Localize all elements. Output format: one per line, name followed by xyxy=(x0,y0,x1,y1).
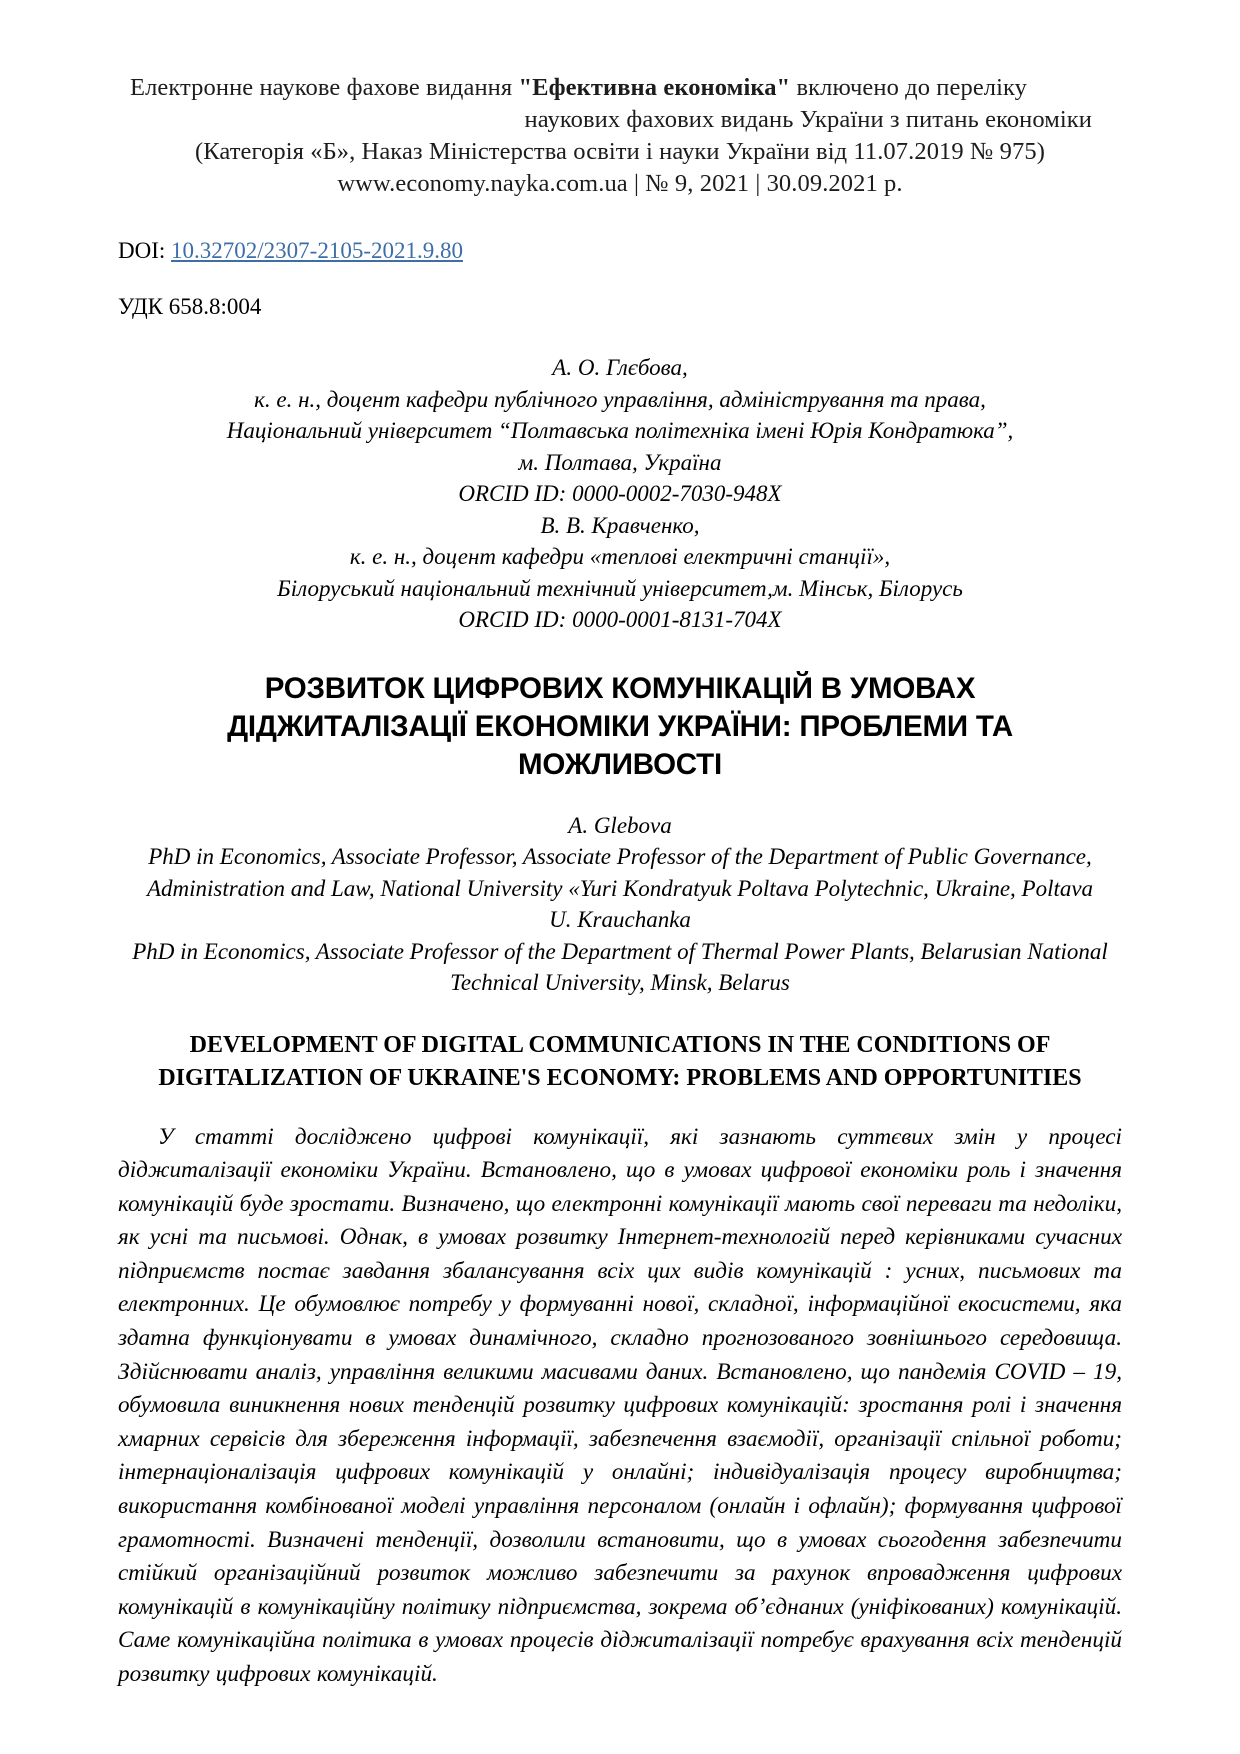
journal-name: "Ефективна економіка" xyxy=(518,74,791,101)
doi-label: DOI: xyxy=(118,238,172,263)
authors-block-ukrainian xyxy=(118,352,1122,636)
author-en-affiliation-2: PhD in Economics, Associate Professor of the Department of Thermal Power Plants, Belarusian National Technical University, Minsk, Belarus xyxy=(132,938,1108,995)
article-title-ukrainian: РОЗВИТОК ЦИФРОВИХ КОМУНІКАЦІЙ В УМОВАХ ДІДЖИТАЛІЗАЦІЇ ЕКОНОМІКИ УКРАЇНИ: ПРОБЛЕМИ ТА МОЖЛИВОСТІ xyxy=(227,671,1013,781)
author-en-name-1: A. Glebova xyxy=(568,812,672,838)
masthead-line-4: www.economy.nayka.com.ua | № 9, 2021 | 30.09.2021 р. xyxy=(337,170,903,197)
masthead-line-1-prefix: Електронне наукове фахове видання xyxy=(130,74,519,101)
author-uk-city-1: м. Полтава, Україна xyxy=(518,449,722,475)
masthead-line-1 xyxy=(118,72,1122,104)
author-uk-affiliation-1b: Національний університет “Полтавська політехніка імені Юрія Кондратюка”, xyxy=(226,418,1014,443)
author-uk-orcid-2: ORCID ID: 0000-0001-8131-704X xyxy=(458,607,782,632)
journal-masthead xyxy=(118,0,1122,200)
doi-line xyxy=(118,236,1122,266)
abstract-ukrainian: У статті досліджено цифрові комунікації, які зазнають суттєвих змін у процесі діджиталізації економіки України. Встановлено, що в умовах цифрової економіки роль і значення комунікацій буде зростати. Визначено, що електронні комунікації мають свої переваги та недоліки, як усні та письмові. Однак, в умовах розвитку Інтернет-технологій перед керівниками сучасних підприємств постає завдання збалансування всіх цих видів комунікацій : усних, письмових та електронних. Це обумовлює потребу у формуванні нової, складної, інформаційної екосистеми, яка здатна функціонувати в умовах динамічного, складно прогнозованого зовнішнього середовища. Здійснювати аналіз, управління великими масивами даних. Встановлено, що пандемія COVID – 19, обумовила виникнення нових тенденцій розвитку цифрових комунікацій: зростання ролі і значення хмарних сервісів для збереження інформації, забезпечення взаємодії, організації спільної роботи; інтернаціоналізація цифрових комунікацій у онлайні; індивідуалізація процесу виробництва; використання комбінованої моделі управління персоналом (онлайн і офлайн); формування цифрової грамотності. Визначені тенденції, дозволили встановити, що в умовах сьогодення забезпечити стійкий організаційний розвиток можливо забезпечити за рахунок впровадження цифрових комунікацій в комунікаційну політику підприємства, зокрема об’єднаних (уніфікованих) комунікацій. Саме комунікаційна політика в умовах процесів діджиталізації потребує врахування всіх тенденцій розвитку цифрових комунікацій. xyxy=(118,1123,1122,1687)
masthead-line-3: (Категорія «Б», Наказ Міністерства освіти і науки України від 11.07.2019 № 975) xyxy=(194,138,1045,165)
article-title-english: DEVELOPMENT OF DIGITAL COMMUNICATIONS IN THE CONDITIONS OF DIGITALIZATION OF UKRAINE'S ECONOMY: PROBLEMS AND OPPORTUNITIES xyxy=(158,1031,1082,1091)
udc-line: УДК 658.8:004 xyxy=(118,294,262,319)
author-uk-affiliation-2b: Білоруський національний технічний університет,м. Мінськ, Білорусь xyxy=(277,575,963,601)
author-en-affiliation-1: PhD in Economics, Associate Professor, Associate Professor of the Department of Public Governance, Administration and Law, National University «Yuri Kondratyuk Poltava Polytechnic, Ukraine, Poltava xyxy=(146,844,1094,901)
masthead-line-2: наукових фахових видань України з питань економіки xyxy=(524,106,1092,133)
author-uk-affiliation-2a: к. е. н., доцент кафедри «теплові електричні станції», xyxy=(349,544,891,569)
doi-link[interactable]: 10.32702/2307-2105-2021.9.80 xyxy=(171,238,463,263)
author-en-name-2: U. Krauchanka xyxy=(549,907,691,932)
authors-block-english xyxy=(118,810,1122,999)
masthead-line-1-suffix: включено до переліку xyxy=(790,74,1028,101)
author-uk-name-2: В. В. Кравченко, xyxy=(540,512,700,538)
author-uk-name-1: А. О. Глєбова, xyxy=(552,355,688,380)
author-uk-orcid-1: ORCID ID: 0000-0002-7030-948X xyxy=(458,481,782,506)
author-uk-affiliation-1a: к. е. н., доцент кафедри публічного управління, адміністрування та права, xyxy=(254,386,986,412)
